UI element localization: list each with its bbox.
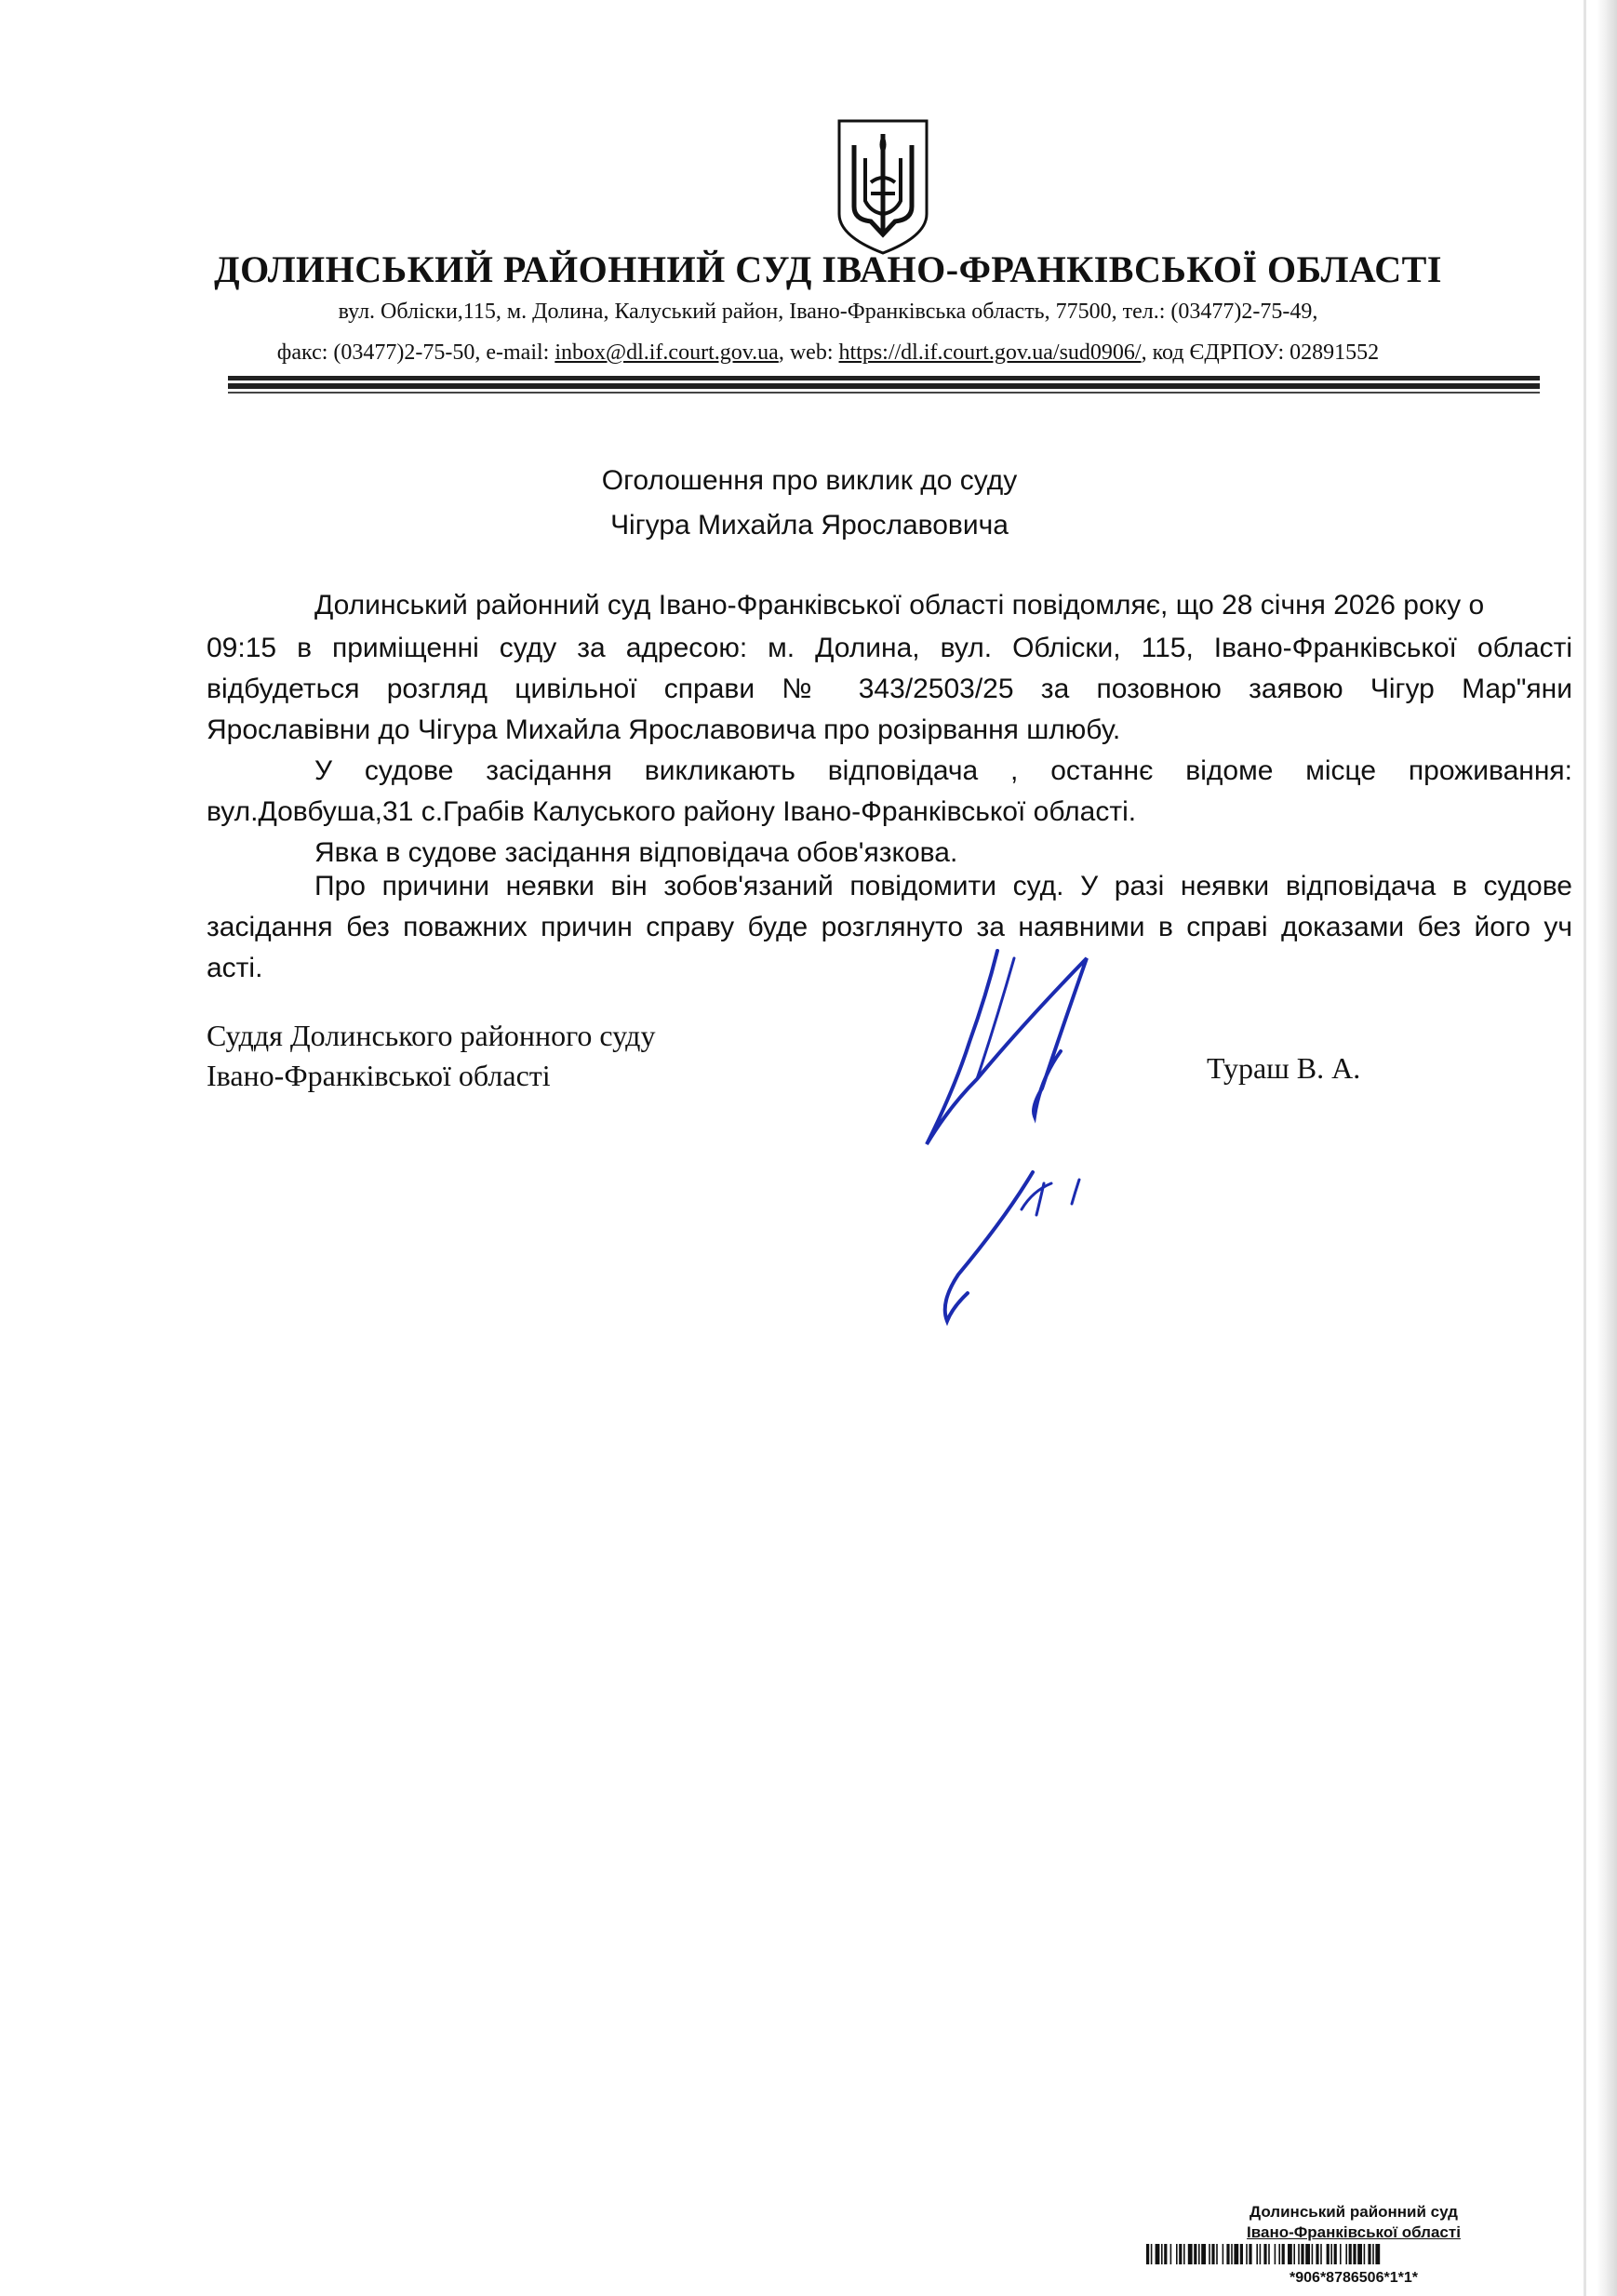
barcode-bar [1330, 2244, 1332, 2264]
judge-position-line-2: Івано-Франківської області [207, 1059, 551, 1092]
document-title: Оголошення про виклик до суду [601, 465, 1018, 496]
paragraph-1-line-2: 09:15 в приміщенні суду за адресою: м. Долина, вул. Обліски, 115, Івано-Франківської області [207, 633, 1572, 663]
barcode-bar [1176, 2244, 1178, 2264]
web-link[interactable]: https://dl.if.court.gov.ua/sud0906/ [838, 340, 1142, 365]
barcode [1146, 2244, 1593, 2264]
barcode-bar [1211, 2244, 1214, 2264]
paragraph-4-line-3: асті. [207, 953, 263, 983]
court-contacts [130, 340, 1526, 366]
header-divider-thick [228, 383, 1540, 389]
document-subtitle: Чігура Михайла Ярославовича [610, 510, 1009, 541]
barcode-bar [1357, 2244, 1362, 2264]
paragraph-3-line-1: Явка в судове засідання відповідача обов'язкова. [314, 837, 958, 868]
barcode-bar [1353, 2244, 1356, 2264]
barcode-bar [1349, 2244, 1352, 2264]
barcode-bar [1179, 2244, 1182, 2264]
barcode-bar [1194, 2244, 1196, 2264]
barcode-number: *906*8786506*1*1* [1290, 2270, 1418, 2286]
barcode-bar [1312, 2244, 1314, 2264]
paragraph-4-line-2: засідання без поважних причин справу буде розглянуто за наявними в справі доказами без його уч [207, 912, 1572, 942]
barcode-bar [1288, 2244, 1292, 2264]
court-address: вул. Обліски,115, м. Долина, Калуський район, Івано-Франківська область, 77500, тел.: (03477)2-75-49, [338, 300, 1318, 324]
court-name-heading: ДОЛИНСЬКИЙ РАЙОННИЙ СУД ІВАНО-ФРАНКІВСЬКОЇ ОБЛАСТІ [214, 248, 1442, 290]
barcode-bar [1298, 2244, 1300, 2264]
barcode-bar [1278, 2244, 1280, 2264]
barcode-bar [1340, 2244, 1342, 2264]
barcode-bar [1372, 2244, 1374, 2264]
barcode-bar [1240, 2244, 1243, 2264]
barcode-bar [1364, 2244, 1366, 2264]
barcode-bar [1305, 2244, 1310, 2264]
barcode-bar [1320, 2244, 1322, 2264]
barcode-bar [1231, 2244, 1233, 2264]
scan-edge-shadow [1597, 0, 1617, 2296]
barcode-bar [1334, 2244, 1337, 2264]
barcode-bar [1188, 2244, 1193, 2264]
header-divider [228, 376, 1540, 380]
barcode-bar [1216, 2244, 1218, 2264]
paragraph-2-line-1: У судове засідання викликають відповідача , останнє відоме місце проживання: [314, 755, 1572, 786]
barcode-bar [1260, 2244, 1262, 2264]
judge-name: Тураш В. А. [1207, 1051, 1361, 1085]
stamp-region: Івано-Франківської області [1247, 2223, 1461, 2241]
barcode-bar [1183, 2244, 1185, 2264]
barcode-bar [1161, 2244, 1163, 2264]
barcode-bar [1209, 2244, 1210, 2264]
barcode-bar [1268, 2244, 1270, 2264]
header-divider-thin [228, 392, 1540, 394]
barcode-bar [1263, 2244, 1266, 2264]
barcode-bar [1275, 2244, 1276, 2264]
barcode-bar [1368, 2244, 1370, 2264]
paragraph-1-line-3: відбудеться розгляд цивільної справи № 343/2503/25 за позовною заявою Чігур Мар"яни [207, 674, 1572, 704]
email-link[interactable]: inbox@dl.if.court.gov.ua [555, 340, 779, 365]
barcode-bar [1282, 2244, 1285, 2264]
barcode-bar [1201, 2244, 1206, 2264]
barcode-bar [1246, 2244, 1248, 2264]
barcode-bar [1301, 2244, 1303, 2264]
barcode-bar [1375, 2244, 1380, 2264]
barcode-bar [1316, 2244, 1318, 2264]
handwritten-signature [921, 940, 1107, 1340]
barcode-bar [1345, 2244, 1347, 2264]
paragraph-4-line-1: Про причини неявки він зобов'язаний повідомити суд. У разі неявки відповідача в судове [314, 871, 1572, 901]
barcode-bar [1223, 2244, 1224, 2264]
fax-label: факс: (03477)2-75-50, e-mail: [276, 340, 555, 365]
coat-of-arms-icon [834, 117, 932, 255]
scan-edge-line [1584, 0, 1586, 2296]
stamp-court-name: Долинський районний суд [1250, 2203, 1458, 2221]
barcode-bar [1170, 2244, 1172, 2264]
barcode-bar [1226, 2244, 1229, 2264]
barcode-bar [1156, 2244, 1160, 2264]
barcode-bar [1249, 2244, 1251, 2264]
paragraph-1-line-4: Ярославівни до Чігура Михайла Ярославовича про розірвання шлюбу. [207, 714, 1121, 745]
barcode-bar [1234, 2244, 1238, 2264]
edrpou-code: , код ЄДРПОУ: 02891552 [1141, 340, 1380, 365]
barcode-bar [1256, 2244, 1258, 2264]
barcode-bar [1164, 2244, 1167, 2264]
barcode-bar [1151, 2244, 1153, 2264]
barcode-bar [1293, 2244, 1295, 2264]
barcode-bar [1146, 2244, 1149, 2264]
barcode-bar [1198, 2244, 1200, 2264]
barcode-bar [1327, 2244, 1330, 2264]
judge-position-line-1: Суддя Долинського районного суду [207, 1019, 656, 1052]
paragraph-1-line-1: Долинський районний суд Івано-Франківської області повідомляє, що 28 січня 2026 року о [314, 590, 1485, 621]
web-label: , web: [778, 340, 839, 365]
paragraph-2-line-2: вул.Довбуша,31 с.Грабів Калуського району Івано-Франківської області. [207, 796, 1137, 827]
